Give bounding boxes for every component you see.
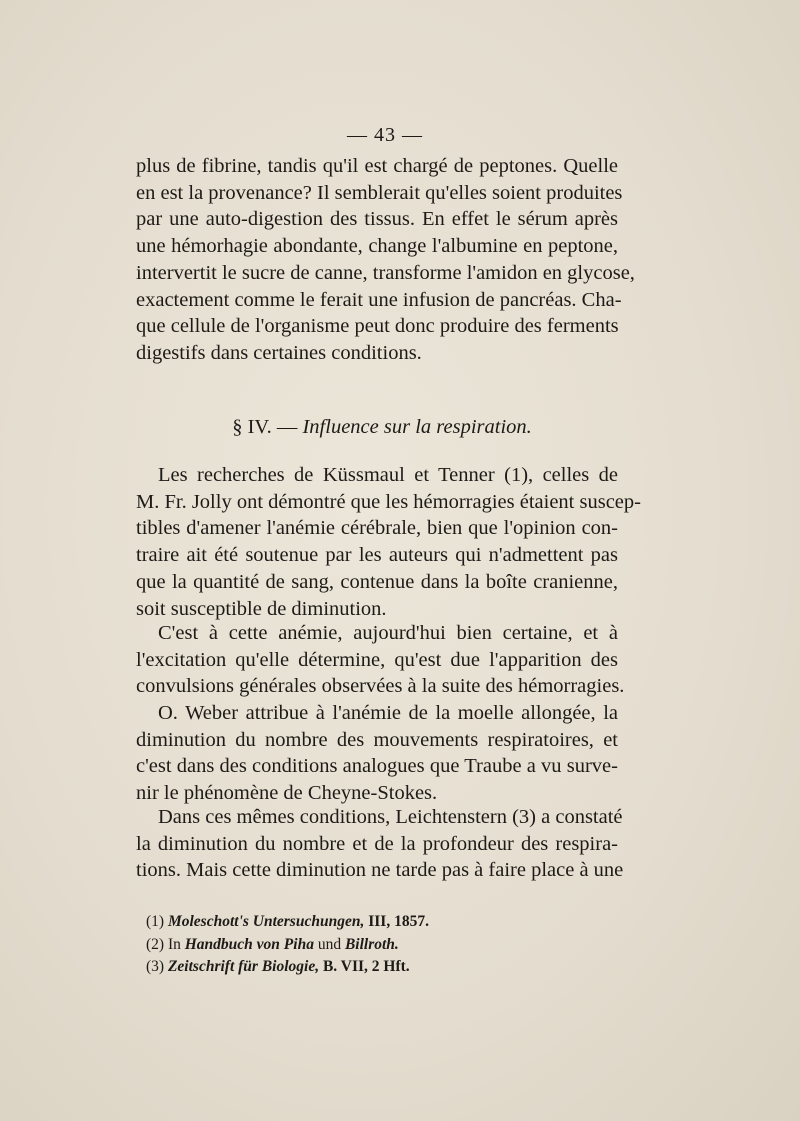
footnote-text: B. VII, 2 Hft. xyxy=(319,958,410,975)
text-line: digestifs dans certaines conditions. xyxy=(136,341,422,364)
text-line: que la quantité de sang, contenue dans la boîte cranienne, xyxy=(136,570,618,593)
text-line: diminution du nombre des mouvements respiratoires, et xyxy=(136,728,618,751)
footnote-1 xyxy=(146,911,616,934)
footnote-2 xyxy=(146,934,616,957)
page-number: — 43 — xyxy=(347,124,423,146)
text-line: nir le phénomène de Cheyne-Stokes. xyxy=(136,782,438,805)
footnote-number: (2) xyxy=(146,935,165,953)
footnote-text: und xyxy=(313,935,345,953)
text-line: Dans ces mêmes conditions, Leichtenstern (3) a constaté xyxy=(158,806,623,828)
section-title: Influence sur la respiration. xyxy=(302,416,532,438)
paragraph-4 xyxy=(136,700,618,807)
text-line: M. Fr. Jolly ont démontré que les hémorragies étaient suscep- xyxy=(136,490,641,513)
footnote-number: (1) xyxy=(146,913,165,930)
text-line: exactement comme le ferait une infusion de pancréas. Cha- xyxy=(136,288,622,311)
text-line: par une auto-digestion des tissus. En effet le sérum après xyxy=(136,208,618,231)
footnote-title: Handbuch von Piha xyxy=(184,935,314,953)
text-line: tions. Mais cette diminution ne tarde pas à faire place à une xyxy=(136,859,624,882)
section-number: § IV. — xyxy=(232,416,298,438)
text-line: une hémorhagie abondante, change l'albumine en peptone, xyxy=(136,235,618,258)
footnote-text: III, 1857. xyxy=(364,913,429,930)
footnote-number: (3) xyxy=(146,958,165,975)
section-heading xyxy=(0,416,764,439)
text-line: c'est dans des conditions analogues que Traube a vu surve- xyxy=(136,755,618,778)
footnote-title: Billroth. xyxy=(344,935,399,953)
footnotes xyxy=(146,911,616,979)
text-line: intervertit le sucre de canne, transforme l'amidon en glycose, xyxy=(136,261,635,284)
text-line: en est la provenance? Il semblerait qu'elles soient produites xyxy=(136,181,623,204)
text-line: tibles d'amener l'anémie cérébrale, bien que l'opinion con- xyxy=(136,517,618,540)
footnote-3 xyxy=(146,956,616,979)
text-line: C'est à cette anémie, aujourd'hui bien certaine, et à xyxy=(158,622,618,644)
text-line: traire ait été soutenue par les auteurs qui n'admettent pas xyxy=(136,544,618,567)
text-line: O. Weber attribue à l'anémie de la moelle allongée, la xyxy=(158,702,618,724)
paragraph-1 xyxy=(136,153,635,367)
text-line: plus de fibrine, tandis qu'il est chargé de peptones. Quelle xyxy=(136,155,618,177)
text-line: soit susceptible de diminution. xyxy=(136,597,387,620)
text-line: l'excitation qu'elle détermine, qu'est due l'apparition des xyxy=(136,648,618,671)
footnote-title: Zeitschrift für Biologie, xyxy=(167,958,320,975)
paragraph-3 xyxy=(136,620,625,700)
text-line: convulsions générales observées à la suite des hémorragies. xyxy=(136,675,625,698)
paragraph-5 xyxy=(136,804,624,884)
paragraph-2 xyxy=(136,462,641,622)
footnote-text: In xyxy=(164,935,185,953)
footnote-title: Moleschott's Untersuchungen, xyxy=(167,913,365,930)
text-line: que cellule de l'organisme peut donc produire des ferments xyxy=(136,315,619,338)
text-line: la diminution du nombre et de la profondeur des respira- xyxy=(136,832,618,855)
text-line: Les recherches de Küssmaul et Tenner (1), celles de xyxy=(158,464,618,486)
